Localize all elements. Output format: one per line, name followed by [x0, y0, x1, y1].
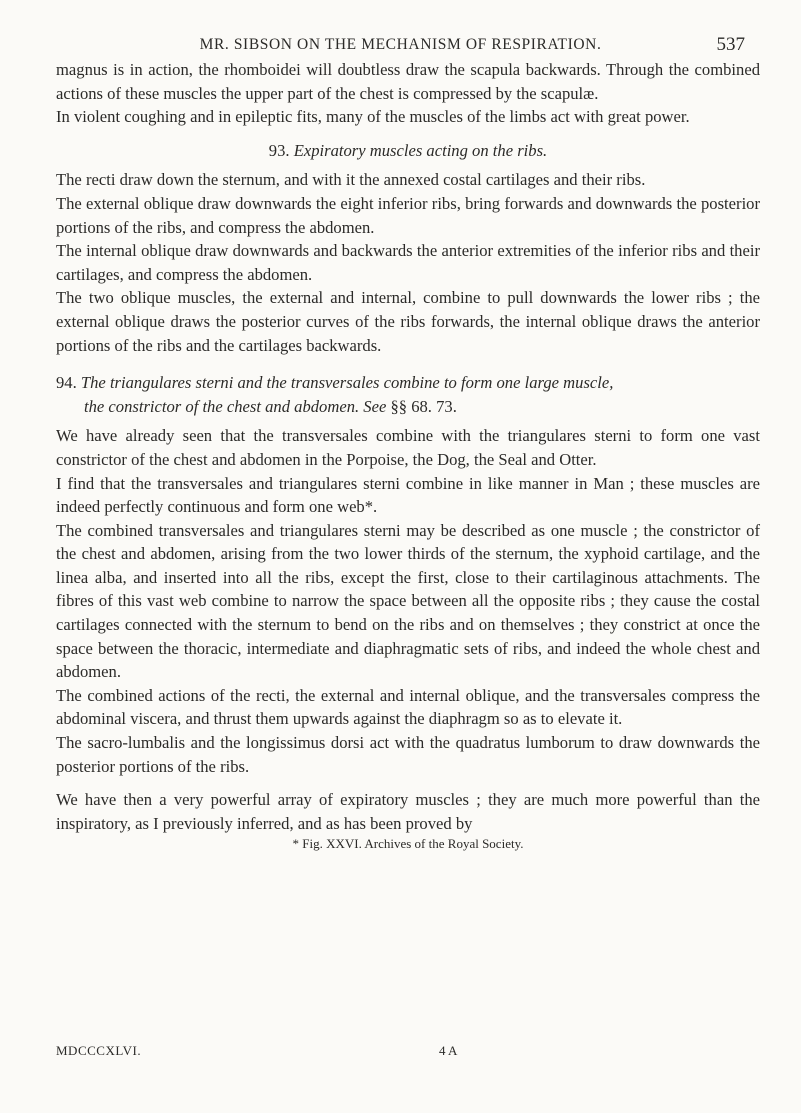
body-text [56, 58, 760, 865]
paragraph: magnus is in action, the rhomboidei will doubtless draw the scapula backwards. Through the combined actions of these muscles the upper part of the chest is compressed by the scapulæ. [56, 60, 760, 103]
page-number: 537 [716, 34, 745, 55]
section-number: 93. [268, 140, 290, 160]
paragraph: The internal oblique draw downwards and backwards the anterior extremities of the inferior ribs and their cartilages, and compress the abdomen. [56, 241, 760, 284]
section-number: 94. [56, 373, 77, 393]
page-footer [56, 1043, 760, 1063]
section-title-line2-text: the constrictor of the chest and abdomen. See [84, 396, 387, 416]
paragraph: The combined transversales and triangulares sterni may be described as one muscle ; the constrictor of the chest and abdomen, arising from the two lower thirds of the sternum, the xyphoid cartilage, and the linea alba, and inserted into all the ribs, except the first, close to their cartilaginous attachments. The fibres of this vast web combine to narrow the space between all the opposite ribs ; they cause the costal cartilages connected with the sternum to bend on the ribs and on themselves ; they constrict at once the space between the thoracic, intermediate and diaphragmatic sets of ribs, and indeed the whole chest and abdomen. [56, 520, 760, 682]
paragraph: The two oblique muscles, the external and internal, combine to pull downwards the lower ribs ; the external oblique draws the posterior curves of the ribs forwards, the internal oblique draws the anterior portions of the ribs and the cartilages backwards. [56, 288, 760, 355]
section-title: Expiratory muscles acting on the ribs. [293, 140, 548, 160]
section-heading-93 [56, 139, 760, 163]
paragraph: In violent coughing and in epileptic fits, many of the muscles of the limbs act with great power. [56, 107, 690, 127]
section-heading-94 [56, 371, 760, 418]
footnote: * Fig. XXVI. Archives of the Royal Society. [292, 836, 524, 852]
paragraph: The combined actions of the recti, the external and internal oblique, and the transversales compress the abdominal viscera, and thrust them upwards against the diaphragm so as to elevate it. [56, 685, 760, 729]
volume-year-mark: MDCCCXLVI. [56, 1043, 142, 1058]
paragraph: We have already seen that the transversales combine with the triangulares sterni to form one vast constrictor of the chest and abdomen in the Porpoise, the Dog, the Seal and Otter. [56, 426, 760, 469]
paragraph: The recti draw down the sternum, and with it the annexed costal cartilages and their ribs. [56, 170, 646, 190]
section-title-line1: The triangulares sterni and the transversales combine to form one large muscle, [80, 373, 614, 393]
section-references: §§ 68. 73. [390, 396, 457, 416]
paragraph: We have then a very powerful array of expiratory muscles ; they are much more powerful than the inspiratory, as I previously inferred, and as has been proved by [56, 790, 760, 833]
running-title: MR. SIBSON ON THE MECHANISM OF RESPIRATION. [199, 36, 602, 53]
paragraph-gap [56, 778, 760, 788]
signature-mark: 4 A [439, 1043, 458, 1058]
paragraph: I find that the transversales and triangulares sterni combine in like manner in Man ; these muscles are indeed perfectly continuous and form one web*. [56, 473, 760, 517]
section-title-line2 [56, 395, 760, 419]
paragraph: The sacro-lumbalis and the longissimus dorsi act with the quadratus lumborum to draw downwards the posterior portions of the ribs. [56, 733, 760, 776]
paragraph: The external oblique draw downwards the eight inferior ribs, bring forwards and downwards the posterior portions of the ribs, and compress the abdomen. [56, 193, 760, 237]
